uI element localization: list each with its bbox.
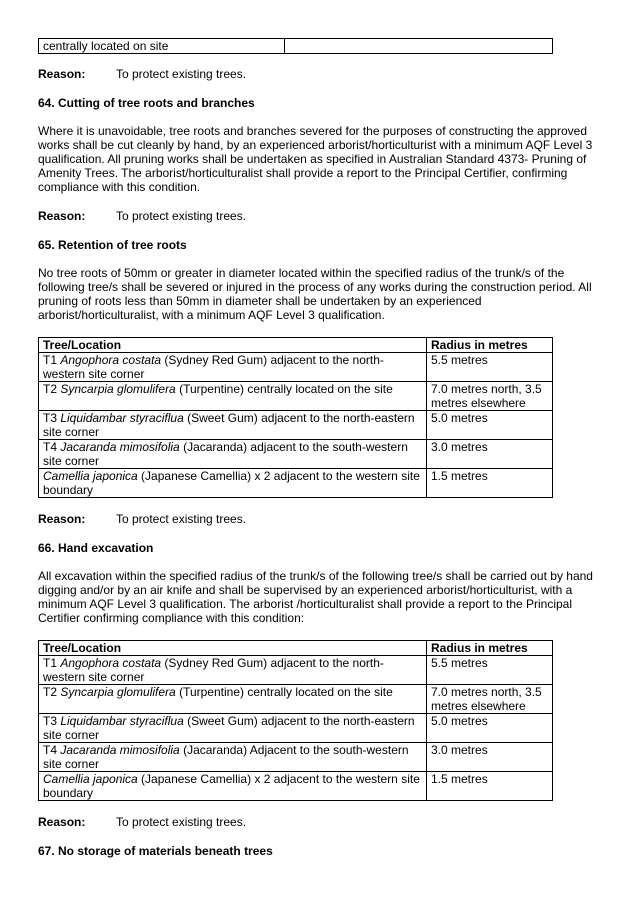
species-name: Liquidambar styraciflua <box>60 714 184 728</box>
reason-label: Reason: <box>38 209 86 223</box>
species-name: Camellia japonica <box>43 469 138 483</box>
section-body-66: All excavation within the specified radius of the trunk/s of the following tree/s shall be carried out by hand digging and/or by an air knife and shall be supervised by an experienced arborist/horticulturist, with a minimum AQF Level 3 qualification. The arborist /horticulturalist shall provide a report to the Principal Certifier confirming compliance with this condition: <box>38 569 593 625</box>
tree-radius-table-66 <box>38 640 553 801</box>
reason-text: To protect existing trees. <box>116 67 247 81</box>
radius-cell: 3.0 metres <box>427 440 553 469</box>
table-row <box>39 382 553 411</box>
column-header-radius: Radius in metres <box>427 338 553 353</box>
species-name: Liquidambar styraciflua <box>60 411 184 425</box>
radius-cell: 5.5 metres <box>427 656 553 685</box>
table-row <box>39 685 553 714</box>
reason-line <box>38 512 246 526</box>
continued-table-row <box>38 38 553 54</box>
table-row <box>39 440 553 469</box>
reason-line <box>38 67 246 81</box>
table-header-row <box>39 641 553 656</box>
radius-cell: 5.0 metres <box>427 411 553 440</box>
reason-label: Reason: <box>38 67 86 81</box>
species-name: Angophora costata <box>60 353 162 367</box>
table-row <box>39 353 553 382</box>
tree-location-cell: T1 Angophora costata (Sydney Red Gum) adjacent to the north-western site corner <box>39 656 427 685</box>
species-name: Syncarpia glomulifera <box>60 382 176 396</box>
reason-text: To protect existing trees. <box>116 512 247 526</box>
tree-radius-table-65 <box>38 337 553 498</box>
table-row <box>39 714 553 743</box>
tree-location-cell: T1 Angophora costata (Sydney Red Gum) adjacent to the north-western site corner <box>39 353 427 382</box>
table-header-row <box>39 338 553 353</box>
section-heading-65: 65. Retention of tree roots <box>38 238 187 252</box>
tree-location-cell: T4 Jacaranda mimosifolia (Jacaranda) Adjacent to the south-western site corner <box>39 743 427 772</box>
table-row <box>39 656 553 685</box>
column-header-radius: Radius in metres <box>427 641 553 656</box>
tree-location-cell: T2 Syncarpia glomulifera (Turpentine) centrally located on the site <box>39 382 427 411</box>
table-row <box>39 772 553 801</box>
tree-location-cell: Camellia japonica (Japanese Camellia) x 2 adjacent to the western site boundary <box>39 469 427 498</box>
reason-text: To protect existing trees. <box>116 815 247 829</box>
tree-location-cell: T4 Jacaranda mimosifolia (Jacaranda) adjacent to the south-western site corner <box>39 440 427 469</box>
table-row <box>39 411 553 440</box>
section-body-64: Where it is unavoidable, tree roots and branches severed for the purposes of constructing the approved works shall be cut cleanly by hand, by an experienced arborist/horticulturist with a minimum AQF Level 3 qualification. All pruning works shall be undertaken as specified in Australian Standard 4373- Pruning of Amenity Trees. The arborist/horticulturalist shall provide a report to the Principal Certifier, confirming compliance with this condition. <box>38 124 593 194</box>
radius-cell: 7.0 metres north, 3.5 metres elsewhere <box>427 685 553 714</box>
species-name: Jacaranda mimosifolia <box>60 440 180 454</box>
radius-cell: 5.0 metres <box>427 714 553 743</box>
species-name: Syncarpia glomulifera <box>60 685 176 699</box>
radius-cell: 5.5 metres <box>427 353 553 382</box>
reason-label: Reason: <box>38 512 86 526</box>
reason-line <box>38 209 246 223</box>
continued-cell: centrally located on site <box>39 39 285 54</box>
column-header-tree: Tree/Location <box>39 641 427 656</box>
radius-cell: 3.0 metres <box>427 743 553 772</box>
section-heading-67: 67. No storage of materials beneath trees <box>38 844 273 858</box>
species-name: Camellia japonica <box>43 772 138 786</box>
table-row <box>39 743 553 772</box>
tree-location-cell: Camellia japonica (Japanese Camellia) x 2 adjacent to the western site boundary <box>39 772 427 801</box>
table-row <box>39 469 553 498</box>
species-name: Angophora costata <box>60 656 162 670</box>
tree-location-cell: T3 Liquidambar styraciflua (Sweet Gum) adjacent to the north-eastern site corner <box>39 714 427 743</box>
species-name: Jacaranda mimosifolia <box>60 743 180 757</box>
tree-location-cell: T2 Syncarpia glomulifera (Turpentine) centrally located on the site <box>39 685 427 714</box>
radius-cell: 1.5 metres <box>427 772 553 801</box>
continued-empty-cell <box>285 39 553 54</box>
radius-cell: 1.5 metres <box>427 469 553 498</box>
tree-location-cell: T3 Liquidambar styraciflua (Sweet Gum) adjacent to the north-eastern site corner <box>39 411 427 440</box>
section-heading-64: 64. Cutting of tree roots and branches <box>38 96 255 110</box>
section-heading-66: 66. Hand excavation <box>38 541 154 555</box>
column-header-tree: Tree/Location <box>39 338 427 353</box>
reason-line <box>38 815 246 829</box>
radius-cell: 7.0 metres north, 3.5 metres elsewhere <box>427 382 553 411</box>
reason-label: Reason: <box>38 815 86 829</box>
section-body-65: No tree roots of 50mm or greater in diameter located within the specified radius of the trunk/s of the following tree/s shall be severed or injured in the process of any works during the construction period. All pruning of roots less than 50mm in diameter shall be undertaken by an experienced arborist/horticulturalist, with a minimum AQF Level 3 qualification. <box>38 266 592 322</box>
reason-text: To protect existing trees. <box>116 209 247 223</box>
